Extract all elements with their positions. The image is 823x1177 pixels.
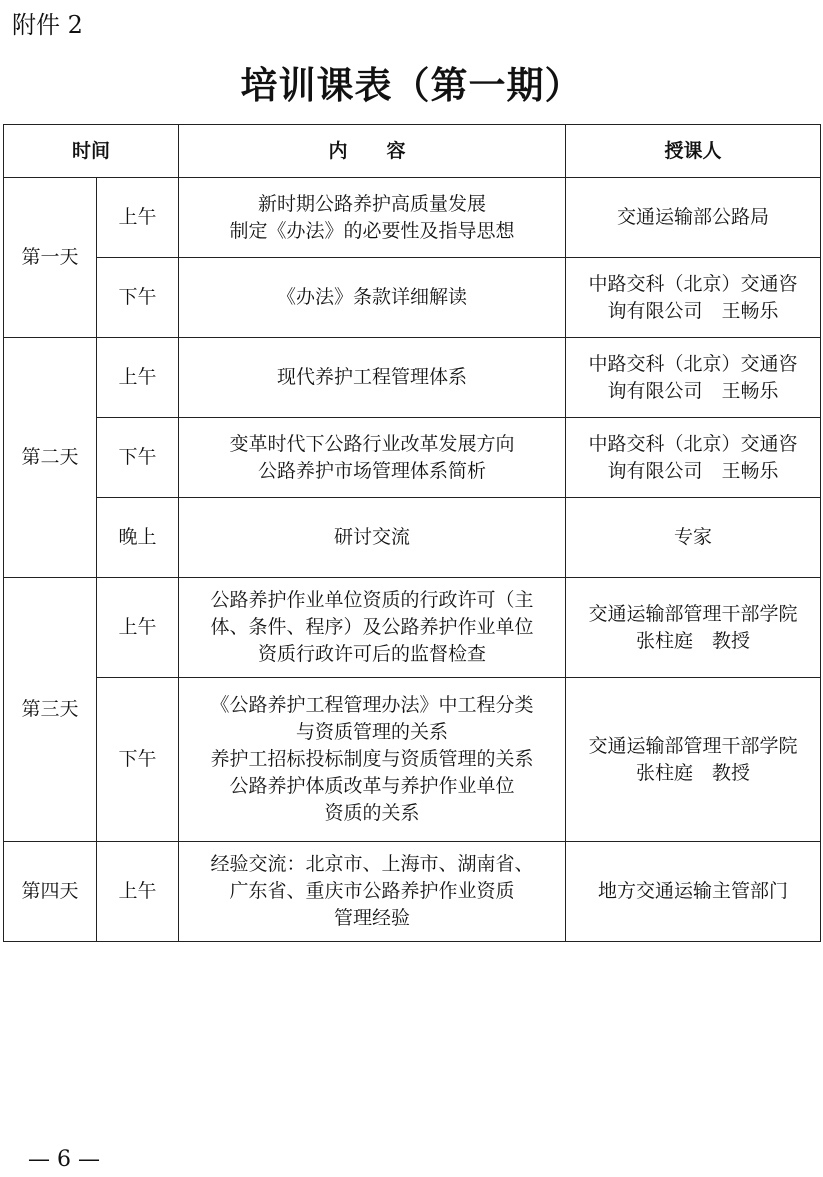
content-line: 现代养护工程管理体系 [277, 366, 468, 388]
lecturer-line: 张柱庭 教授 [636, 761, 751, 784]
lecturer-cell [566, 338, 821, 418]
lecturer-line: 交通运输部管理干部学院 [588, 602, 798, 625]
lecturer-cell [566, 498, 821, 578]
content-line: 公路养护体质改革与养护作业单位 [229, 775, 515, 797]
content-line: 新时期公路养护高质量发展 [258, 192, 487, 215]
content-line: 经验交流：北京市、上海市、湖南省、 [210, 853, 534, 875]
header-content: 内 容 [179, 125, 566, 178]
table-row [4, 678, 821, 842]
content-line: 资质行政许可后的监督检查 [258, 643, 487, 665]
lecturer-line: 中路交科（北京）交通咨 [588, 352, 798, 375]
header-time: 时间 [4, 125, 179, 178]
content-line: 体、条件、程序）及公路养护作业单位 [210, 616, 534, 638]
lecturer-cell [566, 842, 821, 942]
day-cell: 第一天 [4, 178, 97, 338]
attachment-label: 附件 2 [12, 11, 83, 39]
content-line: 《公路养护工程管理办法》中工程分类 [210, 694, 534, 716]
lecturer-cell [566, 678, 821, 842]
table-row [4, 178, 821, 258]
lecturer-line: 中路交科（北京）交通咨 [588, 272, 798, 295]
page-title: 培训课表（第一期） [240, 63, 583, 107]
table-row [4, 418, 821, 498]
content-line: 广东省、重庆市公路养护作业资质 [229, 880, 515, 902]
lecturer-cell [566, 178, 821, 258]
table-row [4, 842, 821, 942]
table-header-row [4, 125, 821, 178]
content-cell [179, 498, 566, 578]
content-line: 公路养护作业单位资质的行政许可（主 [210, 589, 534, 611]
content-line: 养护工招标投标制度与资质管理的关系 [210, 748, 534, 770]
day-cell: 第四天 [4, 842, 97, 942]
period-cell: 下午 [97, 258, 179, 338]
content-line: 管理经验 [334, 907, 411, 929]
content-line: 《办法》条款详细解读 [277, 286, 468, 308]
lecturer-line: 交通运输部公路局 [617, 206, 770, 228]
page-number: — 6 — [28, 1147, 100, 1172]
header-lecturer: 授课人 [566, 125, 821, 178]
content-cell [179, 178, 566, 258]
period-cell: 下午 [97, 418, 179, 498]
period-cell: 下午 [97, 678, 179, 842]
lecturer-line: 询有限公司 王畅乐 [607, 379, 779, 402]
period-cell: 上午 [97, 578, 179, 678]
content-cell [179, 258, 566, 338]
content-cell [179, 338, 566, 418]
lecturer-line: 专家 [674, 526, 713, 548]
table-row [4, 578, 821, 678]
lecturer-cell [566, 578, 821, 678]
content-line: 制定《办法》的必要性及指导思想 [229, 219, 515, 242]
content-cell [179, 678, 566, 842]
lecturer-cell [566, 418, 821, 498]
content-line: 变革时代下公路行业改革发展方向 [229, 432, 515, 455]
period-cell: 上午 [97, 842, 179, 942]
content-line: 研讨交流 [334, 526, 411, 548]
table-row [4, 498, 821, 578]
training-schedule-table [3, 124, 821, 942]
period-cell: 上午 [97, 338, 179, 418]
content-line: 公路养护市场管理体系简析 [258, 459, 487, 482]
lecturer-line: 询有限公司 王畅乐 [607, 299, 779, 322]
day-cell: 第三天 [4, 578, 97, 842]
table-row [4, 338, 821, 418]
lecturer-cell [566, 258, 821, 338]
table-row [4, 258, 821, 338]
content-line: 与资质管理的关系 [296, 721, 449, 743]
day-cell: 第二天 [4, 338, 97, 578]
lecturer-line: 张柱庭 教授 [636, 629, 751, 652]
period-cell: 晚上 [97, 498, 179, 578]
content-cell [179, 418, 566, 498]
content-cell [179, 578, 566, 678]
lecturer-line: 地方交通运输主管部门 [598, 880, 789, 902]
content-line: 资质的关系 [324, 802, 420, 824]
lecturer-line: 询有限公司 王畅乐 [607, 459, 779, 482]
lecturer-line: 交通运输部管理干部学院 [588, 734, 798, 757]
period-cell: 上午 [97, 178, 179, 258]
table-body [4, 178, 821, 942]
content-cell [179, 842, 566, 942]
lecturer-line: 中路交科（北京）交通咨 [588, 432, 798, 455]
